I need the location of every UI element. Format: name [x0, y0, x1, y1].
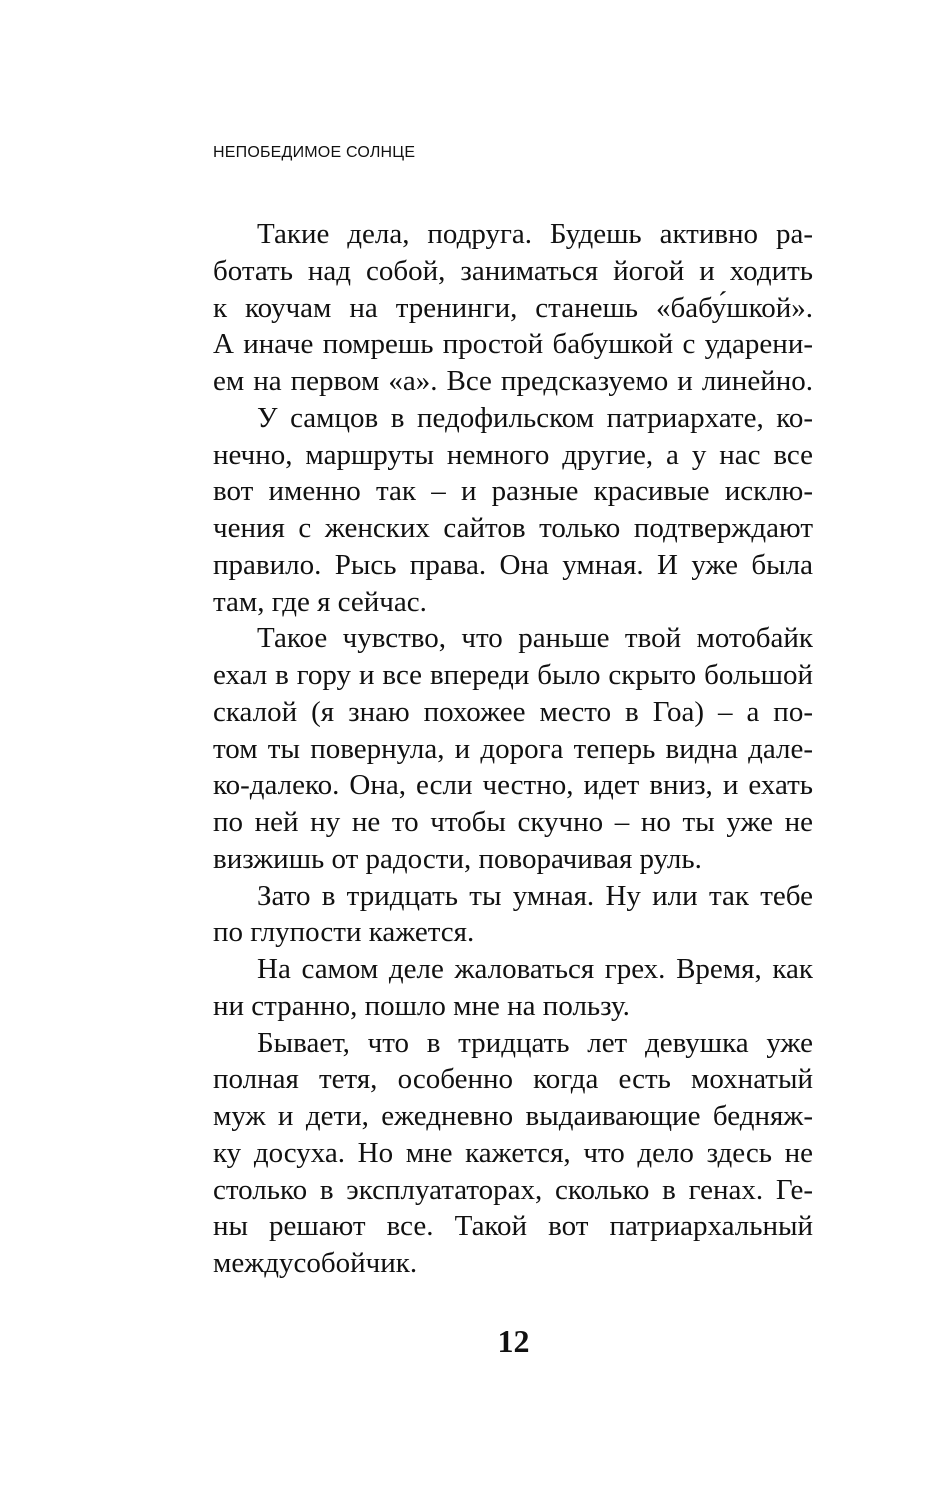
text-line: ехал в гору и все впереди было скрыто большой	[213, 659, 813, 691]
text-line: Зато в тридцать ты умная. Ну или так тебе	[257, 879, 813, 912]
text-line: ни странно, пошло мне на пользу.	[213, 989, 630, 1022]
text-line: А иначе помрешь простой бабушкой с ударени-	[213, 328, 813, 361]
text-line: Такие дела, подруга. Будешь активно ра-	[257, 218, 813, 250]
text-line: скалой (я знаю похожее место в Гоа) – а по-	[213, 695, 813, 728]
running-title: НЕПОБЕДИМОЕ СОЛНЦЕ	[213, 144, 416, 161]
text-line: правило. Рысь права. Она умная. И уже была	[213, 548, 813, 581]
text-line: ко-далеко. Она, если честно, идет вниз, и ехать	[213, 769, 813, 802]
text-line: по глупости кажется.	[213, 916, 475, 949]
text-line: к коучам на тренинги, станешь «бабу́шкой».	[213, 291, 813, 324]
text-line: столько в эксплуататорах, сколько в генах. Ге-	[213, 1173, 813, 1206]
body-text	[213, 216, 813, 1282]
text-line: На самом деле жаловаться грех. Время, как	[257, 953, 813, 985]
text-line: ем на первом «а». Все предсказуемо и линейно.	[213, 365, 813, 397]
text-line: по ней ну не то чтобы скучно – но ты уже не	[213, 806, 813, 838]
text-line: междусобойчик.	[213, 1247, 418, 1279]
text-line: чения с женских сайтов только подтверждают	[213, 512, 813, 544]
text-line: Бывает, что в тридцать лет девушка уже	[257, 1026, 813, 1059]
text-line: муж и дети, ежедневно выдаивающие бедняж-	[213, 1100, 813, 1132]
text-line: нечно, маршруты немного другие, а у нас все	[213, 438, 813, 471]
text-line: У самцов в педофильском патриархате, ко-	[257, 401, 813, 434]
text-line: визжишь от радости, поворачивая руль.	[213, 842, 702, 875]
page-number: 12	[497, 1323, 530, 1359]
text-line: Такое чувство, что раньше твой мотобайк	[257, 622, 813, 655]
text-line: ботать над собой, заниматься йогой и ходить	[213, 254, 813, 287]
text-line: ку досуха. Но мне кажется, что дело здесь не	[213, 1136, 813, 1169]
text-line: том ты повернула, и дорога теперь видна дале-	[213, 732, 813, 765]
text-line: там, где я сейчас.	[213, 585, 427, 618]
text-line: вот именно так – и разные красивые исклю-	[213, 475, 813, 508]
text-line: полная тетя, особенно когда есть мохнатый	[213, 1063, 813, 1096]
text-line: ны решают все. Такой вот патриархальный	[213, 1210, 813, 1243]
